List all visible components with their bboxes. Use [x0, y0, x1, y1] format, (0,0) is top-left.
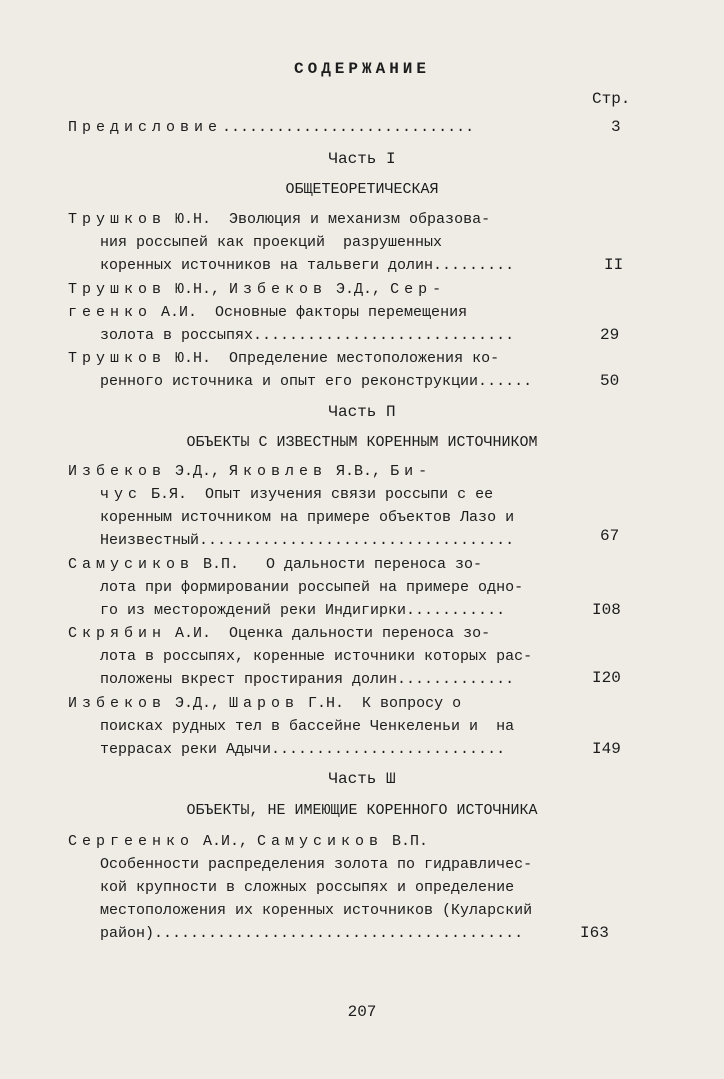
- preface-dots: ............................: [222, 119, 475, 136]
- entry-text: Э.Д.,: [166, 695, 230, 712]
- author: Шаров: [229, 695, 300, 712]
- entry-text: кой крупности в сложных россыпях и определение: [100, 879, 515, 896]
- author: Сергеенко: [68, 833, 195, 850]
- entry-text: Э.Д.,: [327, 281, 391, 298]
- entry-page: I49: [592, 740, 621, 758]
- entry-text: А.И. Оценка дальности переноса зо-: [166, 625, 491, 642]
- entry-text: положены вкрест простирания долин.............: [100, 671, 515, 688]
- entry-text: Неизвестный...................................: [100, 532, 515, 549]
- entry-text: ренного источника и опыт его реконструкции......: [100, 373, 533, 390]
- entry-page: 29: [600, 326, 620, 344]
- entry-text: Особенности распределения золота по гидравличес-: [100, 856, 533, 873]
- toc-entry-preface: [68, 118, 474, 138]
- entry-page: I63: [580, 924, 609, 942]
- entry-text: Я.В.,: [327, 463, 391, 480]
- author: Скрябин: [68, 625, 167, 642]
- author: Избеков: [68, 463, 167, 480]
- entry-text: район).........................................: [100, 925, 524, 942]
- author: Трушков: [68, 350, 167, 367]
- entry-page: I20: [592, 669, 621, 687]
- entry-text: Ю.Н.,: [166, 281, 230, 298]
- entry-text: А.И.,: [194, 833, 258, 850]
- footer-page-number: 207: [347, 1003, 377, 1021]
- author: Сер-: [390, 281, 447, 298]
- author: Трушков: [68, 281, 167, 298]
- page-column-label: Стр.: [592, 90, 631, 108]
- entry-page: I08: [592, 601, 621, 619]
- author: Би-: [390, 463, 433, 480]
- entry-page: 67: [600, 527, 620, 545]
- entry-text: Э.Д.,: [166, 463, 230, 480]
- author: Избеков: [229, 281, 328, 298]
- entry-text: А.И. Основные факторы перемещения: [152, 304, 468, 321]
- part-2-title: ОБЪЕКТЫ С ИЗВЕСТНЫМ КОРЕННЫМ ИСТОЧНИКОМ: [186, 434, 538, 451]
- entry-page: II: [604, 256, 624, 274]
- entry-text: го из месторождений реки Индигирки...........: [100, 602, 506, 619]
- entry-page: 50: [600, 372, 620, 390]
- author: геенко: [68, 304, 153, 321]
- part-3-title: ОБЪЕКТЫ, НЕ ИМЕЮЩИЕ КОРЕННОГО ИСТОЧНИКА: [186, 802, 538, 819]
- entry-text: коренным источником на примере объектов Лазо и: [100, 509, 515, 526]
- entry-text: золота в россыпях.............................: [100, 327, 515, 344]
- part-1-title: ОБЩЕТЕОРЕТИЧЕСКАЯ: [285, 181, 439, 198]
- entry-text: Ю.Н. Эволюция и механизм образова-: [166, 211, 491, 228]
- author: Яковлев: [229, 463, 328, 480]
- page-heading: СОДЕРЖАНИЕ: [293, 60, 430, 78]
- entry-text: террасах реки Адычи..........................: [100, 741, 506, 758]
- author: Самусиков: [68, 556, 195, 573]
- entry-text: В.П.: [383, 833, 429, 850]
- entry-text: В.П. О дальности переноса зо-: [194, 556, 483, 573]
- author: Трушков: [68, 211, 167, 228]
- part-1-label: Часть I: [328, 150, 396, 168]
- preface-page: 3: [611, 118, 621, 136]
- entry-text: местоположения их коренных источников (Куларский: [100, 902, 533, 919]
- entry-text: Г.Н. К вопросу о: [299, 695, 462, 712]
- entry-text: поисках рудных тел в бассейне Ченкеленьи и на: [100, 718, 515, 735]
- entry-text: лота при формировании россыпей на примере одно-: [100, 579, 524, 596]
- entry-text: Ю.Н. Определение местоположения ко-: [166, 350, 500, 367]
- author: Самусиков: [257, 833, 384, 850]
- entry-text: ния россыпей как проекций разрушенных: [100, 234, 443, 251]
- preface-title: Предисловие: [68, 119, 223, 136]
- entry-text: Б.Я. Опыт изучения связи россыпи с ее: [142, 486, 494, 503]
- part-3-label: Часть Ш: [328, 770, 396, 788]
- author: чус: [100, 486, 143, 503]
- entry-text: лота в россыпях, коренные источники которых рас-: [100, 648, 533, 665]
- author: Избеков: [68, 695, 167, 712]
- entry-text: коренных источников на тальвеги долин.........: [100, 257, 515, 274]
- part-2-label: Часть П: [328, 403, 396, 421]
